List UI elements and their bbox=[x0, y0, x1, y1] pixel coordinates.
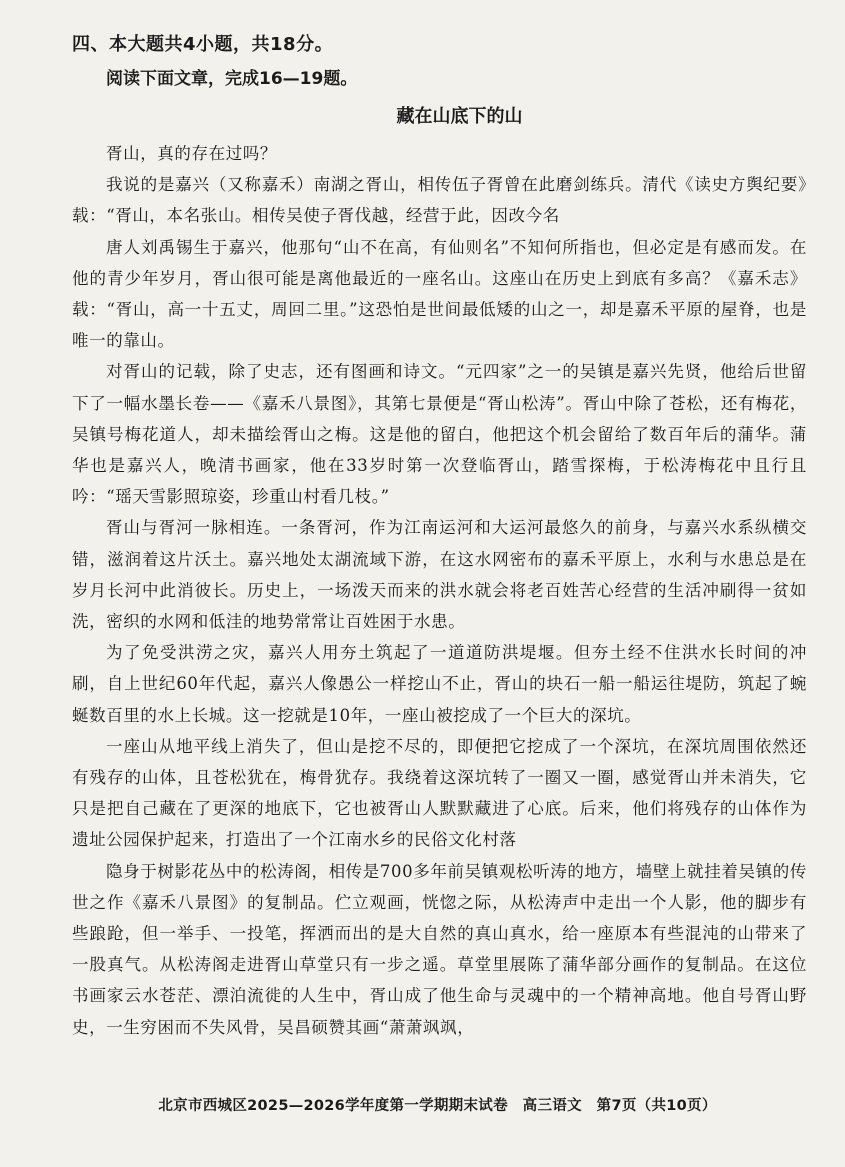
article-paragraph: 胥山与胥河一脉相连。一条胥河，作为江南运河和大运河最悠久的前身，与嘉兴水系纵横交错，滋润着这片沃土。嘉兴地处太湖流域下游，在这水网密布的嘉禾平原上，水利与水患总是在岁月长河中此消彼长。历史上，一场泼天而来的洪水就会将老百姓苦心经营的生活冲刷得一贫如洗，密织的水网和低洼的地势常常让百姓困于水患。 bbox=[72, 518, 807, 632]
article-paragraph: 我说的是嘉兴（又称嘉禾）南湖之胥山，相传伍子胥曾在此磨剑练兵。清代《读史方舆纪要》载：“胥山，本名张山。相传吴使子胥伐越，经营于此，因改今名 bbox=[72, 175, 807, 226]
article-paragraph: 为了免受洪涝之灾，嘉兴人用夯土筑起了一道道防洪堤堰。但夯土经不住洪水长时间的冲刷，自上世纪60年代起，嘉兴人像愚公一样挖山不止，胥山的块石一船一船运往堤防，筑起了蜿蜒数百里的水上长城。这一挖就是10年，一座山被挖成了一个巨大的深坑。 bbox=[72, 643, 807, 725]
article-paragraph: 隐身于树影花丛中的松涛阁，相传是700多年前吴镇观松听涛的地方，墙壁上就挂着吴镇的传世之作《嘉禾八景图》的复制品。伫立观画，恍惚之际，从松涛声中走出一个人影，他的脚步有些踉跄，但一举手、一投笔，挥洒而出的是大自然的真山真水，给一座原本有些混沌的山带来了一股真气。从松涛阁走进胥山草堂只有一步之遥。草堂里展陈了蒲华部分画作的复制品。在这位书画家云水苍茫、漂泊流徙的人生中，胥山成了他生命与灵魂中的一个精神高地。他自号胥山野史，一生穷困而不失风骨，吴昌硕赞其画“萧萧飒飒， bbox=[72, 861, 807, 1037]
reading-instruction: 阅读下面文章，完成16—19题。 bbox=[106, 69, 358, 89]
article-paragraph: 对胥山的记载，除了史志，还有图画和诗文。“元四家”之一的吴镇是嘉兴先贤，他给后世留下了一幅水墨长卷——《嘉禾八景图》，其第七景便是“胥山松涛”。胥山中除了苍松，还有梅花，吴镇号梅花道人，却未描绘胥山之梅。这是他的留白，他把这个机会留给了数百年后的蒲华。蒲华也是嘉兴人，晚清书画家，他在33岁时第一次登临胥山，踏雪探梅，于松涛梅花中且行且吟：“瑶天雪影照琼姿，珍重山村看几枝。” bbox=[72, 362, 807, 507]
article-title: 藏在山底下的山 bbox=[396, 106, 523, 127]
article-paragraph: 胥山，真的存在过吗？ bbox=[106, 144, 277, 163]
section-heading: 四、本大题共4小题，共18分。 bbox=[72, 34, 334, 55]
article-paragraph: 唐人刘禹锡生于嘉兴，他那句“山不在高，有仙则名”不知何所指也，但必定是有感而发。在他的青少年岁月，胥山很可能是离他最近的一座名山。这座山在历史上到底有多高？《嘉禾志》载：“胥山，高一十五丈，周回二里。”这恐怕是世间最低矮的山之一，却是嘉禾平原的屋脊，也是唯一的靠山。 bbox=[72, 237, 807, 351]
article-paragraph: 一座山从地平线上消失了，但山是挖不尽的，即便把它挖成了一个深坑，在深坑周围依然还有残存的山体，且苍松犹在，梅骨犹存。我绕着这深坑转了一圈又一圈，感觉胥山并未消失，它只是把自己藏在了更深的地底下，它也被胥山人默默藏进了心底。后来，他们将残存的山体作为遗址公园保护起来，打造出了一个江南水乡的民俗文化村落 bbox=[72, 736, 807, 850]
page-footer: 北京市西城区2025—2026学年度第一学期期末试卷 高三语文 第7页（共10页） bbox=[158, 1098, 717, 1114]
article-body bbox=[72, 138, 807, 1043]
